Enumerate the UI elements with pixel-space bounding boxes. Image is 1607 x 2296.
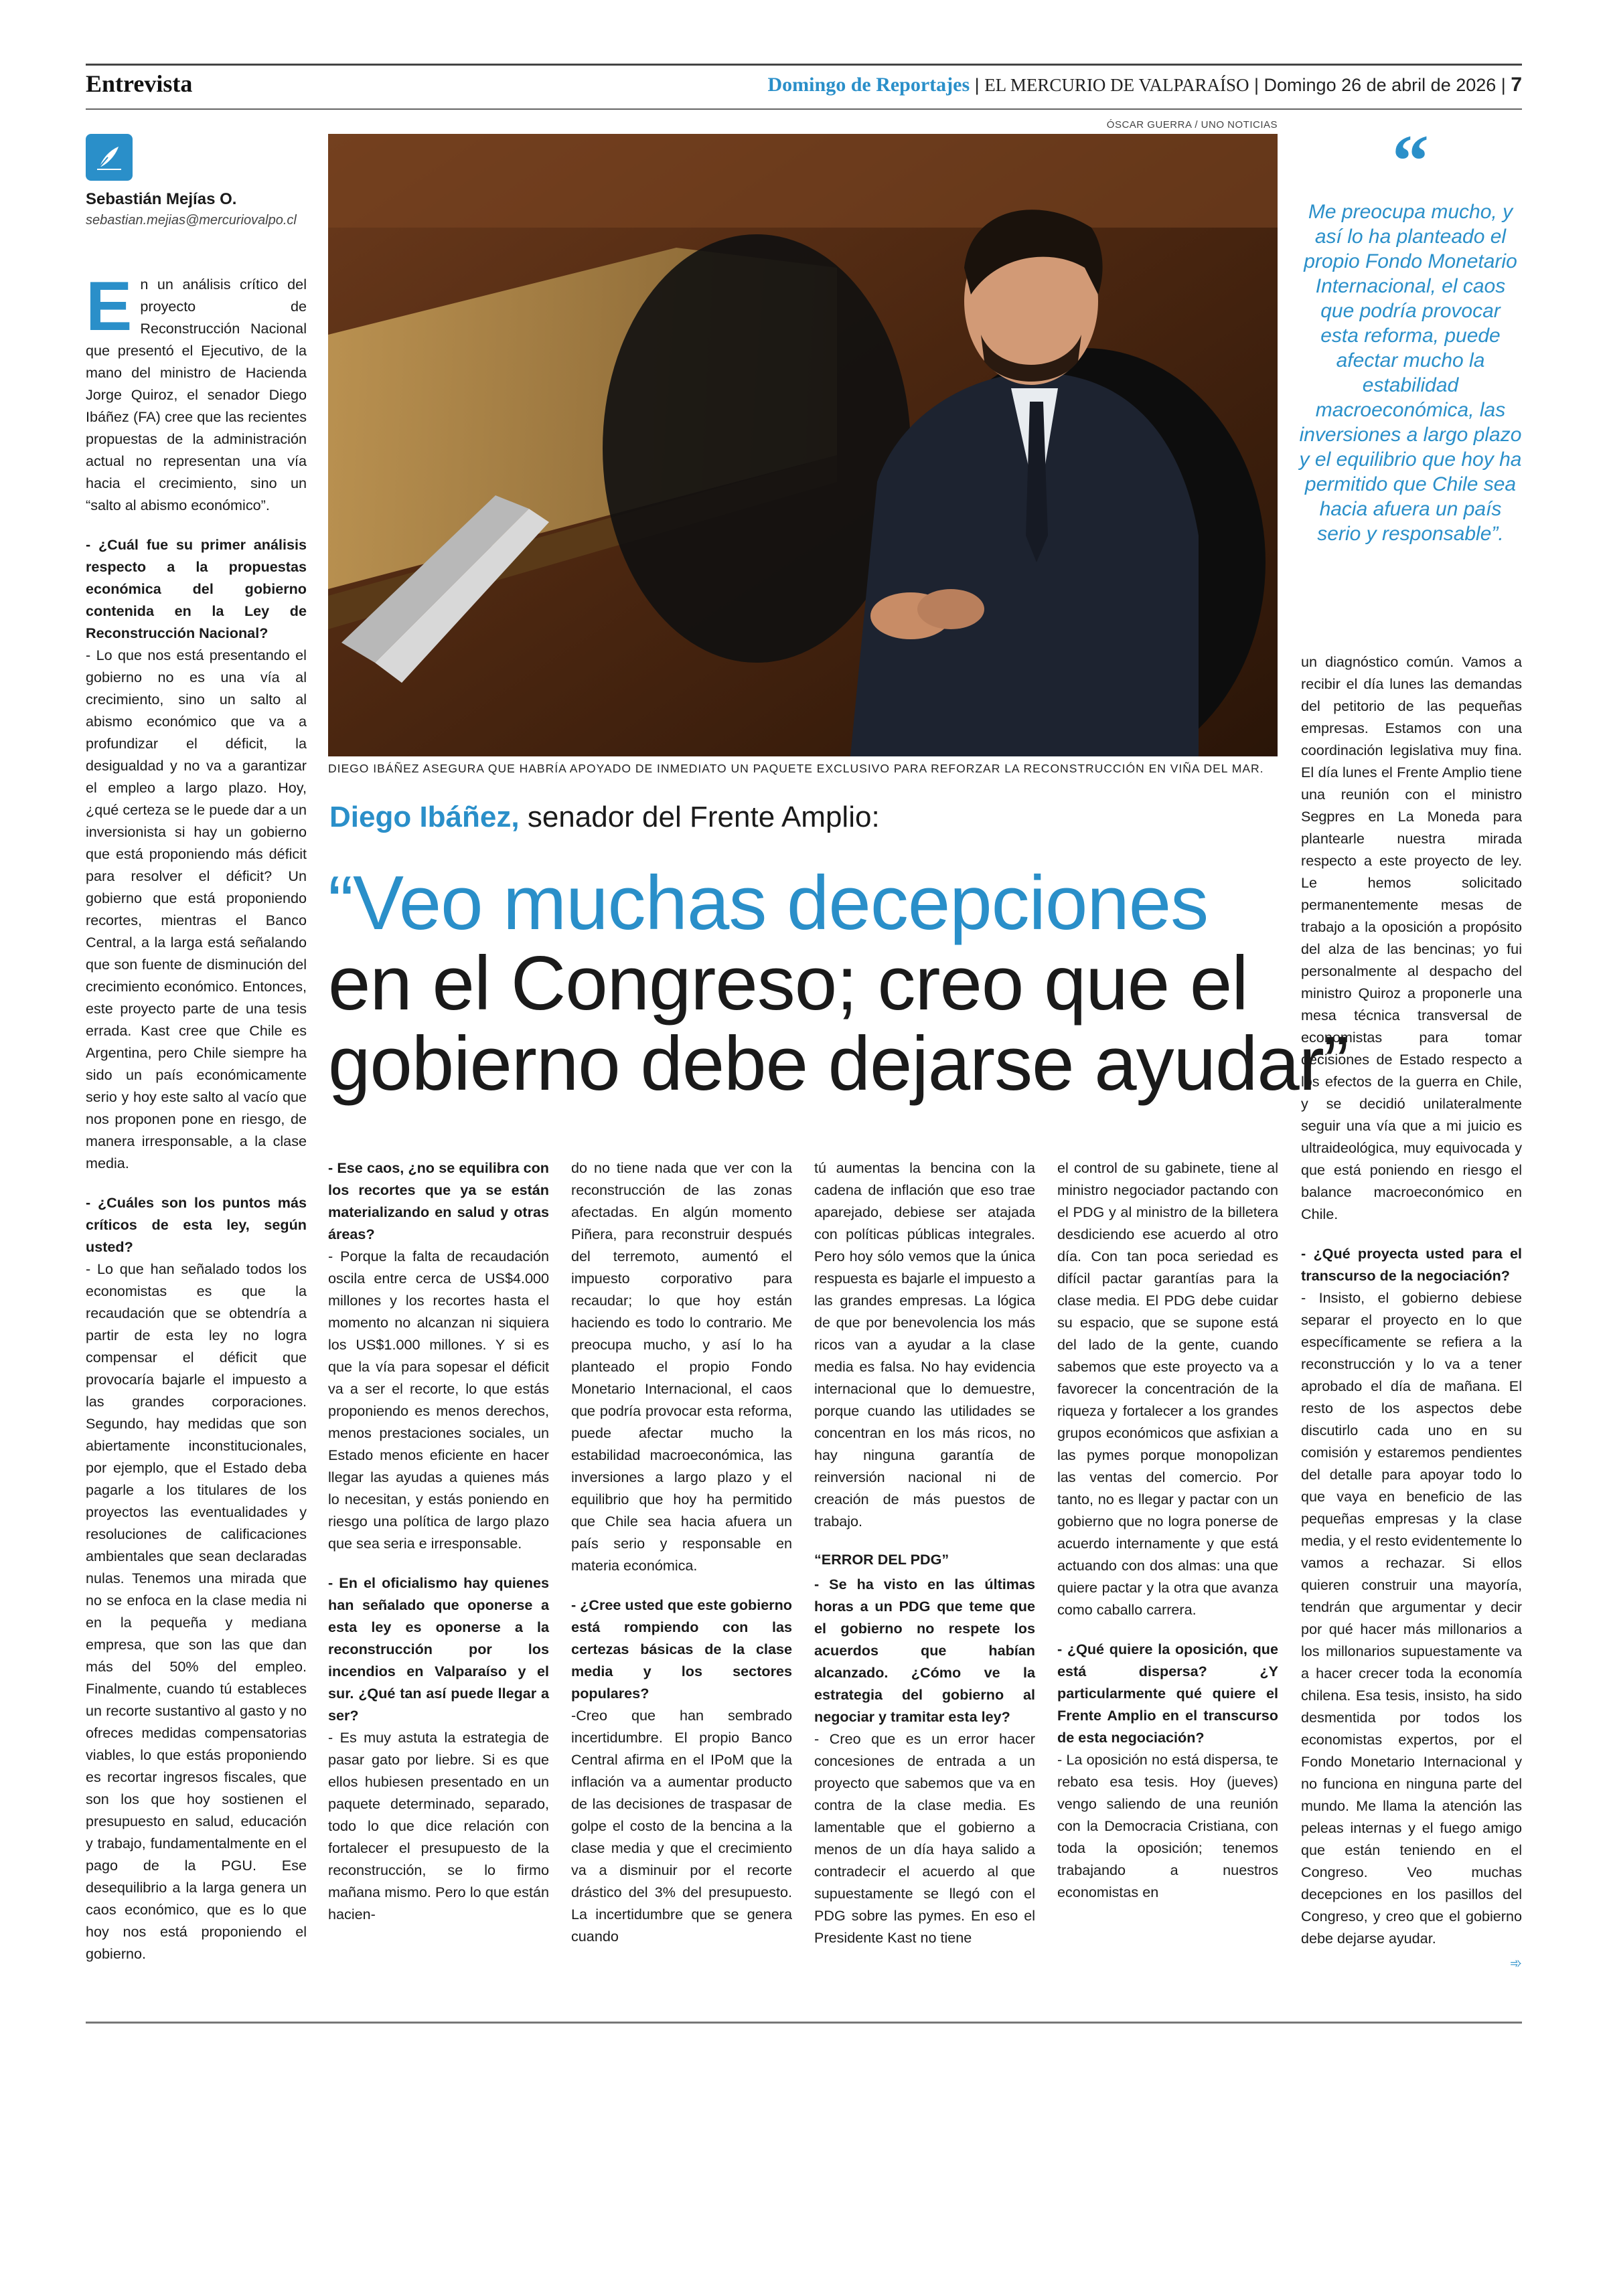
paper-name: EL MERCURIO DE VALPARAÍSO [984,75,1249,95]
author-email: sebastian.mejias@mercuriovalpo.cl [86,213,297,228]
answer: - Insisto, el gobierno debiese separar el proyecto en lo que específicamente se refiera a la reconstrucción y lo va a tener aprobado el día de mañana. El resto de los aspectos debe discutirlo cada uno en su comisión y estaremos pendientes del detalle para apoyar todo lo que vaya en beneficio de las pequeñas empresas y la clase media, y el resto evidentemente lo vamos a rechazar. Si ellos quieren construir una mayoría, tendrán que argumentar y decir por qué hacer más millonarios a los millonarios supuestamente va a hacer crecer toda la economía chilena. Esa tesis, insisto, ha sido desmentida por todos los economistas expertos, por el Fondo Monetario Internacional y no funciona en ninguna parte del mundo. Me llama la atención las peleas internas y el fuego amigo que están teniendo en el Congreso. Veo muchas decepciones en los pasillos del Congreso, y creo que el gobierno debe dejarse ayudar. [1301,1289,1522,1947]
answer: - Lo que nos está presentando el gobierno no es una vía al crecimiento, sino un salto al abismo económico que va a profundizar el déficit, la desigualdad y no va a garantizar el empleo a largo plazo. Hoy, ¿qué certeza se le puede dar a un inversionista si hay un gobierno que está proponiendo más déficit para resolver el déficit? Un gobierno que está proponiendo recortes, mientras el Banco Central, a la larga está señalando que son fuente de disminución del crecimiento económico. Entonces, este proyecto parte de una tesis errada. Kast cree que Chile es Argentina, pero Chile siempre ha sido un país económicamente serio y hoy este salto al vacío que nos proponen pone en riesgo, de manera irresponsable, a la clase media. [86,647,307,1171]
question: - Ese caos, ¿no se equilibra con los recortes que ya se están materializando en salud y otras áreas? [328,1159,549,1242]
answer: - La oposición no está dispersa, te rebato esa tesis. Hoy (jueves) vengo saliendo de una reunión con la Democracia Cristiana, con toda la oposición; tenemos trabajando a nuestros economistas en [1057,1751,1278,1900]
article-column-5 [1057,1157,1278,1903]
question: - ¿Qué quiere la oposición, que está dispersa? ¿Y particularmente qué quiere el Frente Amplio en el transcurso de esta negociación? [1057,1641,1278,1746]
pull-quote-text: Me preocupa mucho, y así lo ha planteado el propio Fondo Monetario Internacional, el caos que podría provocar esta reforma, puede afectar mucho la estabilidad macroeconómica, las inversiones a largo plazo y el equilibrio que hoy ha permitido que Chile sea hacia afuera un país serio y responsable”. [1299,201,1522,545]
photo-credit: ÓSCAR GUERRA / UNO NOTICIAS [1106,119,1278,131]
masthead: Domingo de Reportajes | EL MERCURIO DE VALPARAÍSO | Domingo 26 de abril de 2026 | 7 [767,74,1522,96]
subheading: “ERROR DEL PDG” [814,1551,949,1568]
drop-cap: E [86,268,133,345]
question: - En el oficialismo hay quienes han señalado que oponerse a esta ley es oponerse a la reconstrucción por los incendios en Valparaíso y el sur. ¿Qué tan así puede llegar a ser? [328,1574,549,1724]
question: - ¿Qué proyecta usted para el transcurso de la negociación? [1301,1245,1522,1284]
answer: un diagnóstico común. Vamos a recibir el día lunes las demandas del petitorio de las pequeñas empresas. Estamos con una coordinación legislativa muy fina. El día lunes el Frente Amplio tiene una reunión con el ministro Segpres en La Moneda para plantearle nuestra mirada respecto a este proyecto de ley. Le hemos solicitado permanentemente mesas de trabajo a la oposición a propósito del alza de las bencinas; yo fui personalmente al despacho del ministro Quiroz a proponerle una mesa técnica transversal de economistas para tomar decisiones de Estado respecto a los efectos de la guerra en Chile, y se decidió unilateralmente seguir una vía que a mi juicio es ultraideológica, muy equivocada y que está poniendo en riesgo el balance macroeconómico en Chile. [1301,653,1522,1222]
headline-kicker [329,801,880,834]
answer: - Es muy astuta la estrategia de pasar gato por liebre. Si es que ellos hubiesen presentado en un paquete determinado, separado, todo lo que dice relación con fortalecer el presupuesto de la reconstrucción, se lo firmo mañana mismo. Pero lo que están hacien- [328,1729,549,1922]
question: - ¿Cuáles son los puntos más críticos de esta ley, según usted? [86,1194,307,1255]
issue-date: Domingo 26 de abril de 2026 [1264,75,1497,95]
brand-name: Domingo de Reportajes [767,74,970,96]
article-column-3 [571,1157,792,1947]
author-byline [86,134,307,228]
footer-divider [86,2022,1522,2024]
section-title: Entrevista [86,70,193,97]
headline-line-2: en el Congreso; creo que el [328,941,1248,1026]
article-column-6 [1301,651,1522,1974]
question: - ¿Cuál fue su primer análisis respecto a la propuestas económica del gobierno contenida en la Ley de Reconstrucción Nacional? [86,536,307,641]
article-column-4 [814,1157,1035,1949]
author-name: Sebastián Mejías O. [86,190,237,208]
senator-photo [328,134,1278,756]
page-header [86,64,1522,107]
answer: - Lo que han señalado todos los economistas es que la recaudación que se obtendría a partir de esta ley no logra compensar el déficit que provocaría bajarle el impuesto a las grandes corporaciones. Segundo, hay medidas que son abiertamente inconstitucionales, por ejemplo, que el Estado deba pagarle a los titulares de los proyectos las eventualidades y resoluciones de calificaciones ambientales que sean declaradas nulas. Tenemos una mirada que no se enfoca en la clase media ni en la pequeña y mediana empresa, que son las que dan más del 50% del empleo. Finalmente, cuando tú estableces un recorte sustantivo al gasto y no ofreces medidas compensatorias viables, lo que estás proponiendo es recortar ingresos fiscales, que son los que hoy sostienen el presupuesto en salud, educación y trabajo, fundamentalmente en el pago de la PGU. Ese desequilibrio a la larga genera un caos económico, que es lo que hoy nos está proponiendo el gobierno. [86,1260,307,1962]
photo-caption: DIEGO IBÁÑEZ ASEGURA QUE HABRÍA APOYADO DE INMEDIATO UN PAQUETE EXCLUSIVO PARA REFORZAR LA RECONSTRUCCIÓN EN VIÑA DEL MAR. [328,762,1264,775]
interviewee-role: senador del Frente Amplio: [527,801,880,833]
answer: el control de su gabinete, tiene al ministro negociador pactando con el PDG y al ministro de la billetera desdiciendo ese acuerdo al otro día. Con tan poca seriedad es difícil pactar garantías para la clase media. El PDG debe cuidar su espacio, que se supone está del lado de la gente, cuando sabemos que este proyecto va a favorecer la concentración de la riqueza y fortalecer a los grandes grupos económicos que asfixian a las pymes porque monopolizan las ventas del comercio. Por tanto, no es llegar y pactar con un gobierno que no logra ponerse de acuerdo internamente y que está actuando con dos almas: una que quiere pactar y la otra que avanza como caballo carrera. [1057,1159,1278,1618]
header-divider [86,108,1522,110]
answer: -Creo que han sembrado incertidumbre. El propio Banco Central afirma en el IPoM que la inflación va a aumentar producto de las decisiones de traspasar de golpe el costo de la bencina a la clase media y que el crecimiento va a disminuir por el recorte drástico del 3% del presupuesto. La incertidumbre que se genera cuando [571,1707,792,1945]
headline [328,861,1349,1106]
answer: - Porque la falta de recaudación oscila entre cerca de US$4.000 millones y los recortes hasta el momento no alcanzan ni siquiera los US$1.000 millones. Y si es que la vía para sopesar el déficit va a ser el recorte, lo que estás proponiendo es menos derechos, menos prestaciones sociales, un Estado menos eficiente en hacer llegar las ayudas a quienes más lo necesitan, y estás poniendo en riesgo una política de largo plazo que sea seria e irresponsable. [328,1248,549,1552]
answer: - Creo que es un error hacer concesiones de entrada a un proyecto que sabemos que va en contra de la clase media. Es lamentable que el gobierno a menos de un día haya salido a contradecir el acuerdo al que supuestamente se llegó con el PDG sobre las pymes. En eso el Presidente Kast no tiene [814,1730,1035,1946]
answer: tú aumentas la bencina con la cadena de inflación que eso trae aparejado, debiese ser atajada con políticas públicas integrales. Pero hoy sólo vemos que la única respuesta es bajarle el impuesto a las grandes empresas. La lógica de que por benevolencia los más ricos van a ayudar a la clase media es falsa. No hay evidencia internacional que lo demuestre, porque cuando las utilidades se concentran en los más ricos, no hay ninguna garantía de reinversión nacional ni de creación de más puestos de trabajo. [814,1159,1035,1530]
question: - Se ha visto en las últimas horas a un PDG que teme que el gobierno no respete los acuerdos que habían alcanzado. ¿Cómo ve la estrategia del gobierno al negociar y tramitar esta ley? [814,1576,1035,1725]
end-arrow-icon: ➾ [1509,1955,1522,1971]
interviewee-name: Diego Ibáñez, [329,801,520,833]
article-column-1 [86,268,307,1965]
question: - ¿Cree usted que este gobierno está rompiendo con las certezas básicas de la clase media y los sectores populares? [571,1596,792,1702]
article-column-2 [328,1157,549,1925]
headline-line-1: “Veo muchas decepciones [328,861,1209,946]
headline-line-3: gobierno debe dejarse ayudar” [328,1021,1349,1106]
pen-icon [86,134,133,181]
answer: do no tiene nada que ver con la reconstrucción de las zonas afectadas. En algún momento Piñera, para reconstruir después del terremoto, aumentó el impuesto corporativo para recaudar; lo que hoy están haciendo es todo lo contrario. Me preocupa mucho, y así lo ha planteado el propio Fondo Monetario Internacional, el caos que podría provocar esta reforma, puede afectar mucho la estabilidad macroeconómica, las inversiones a largo plazo y el equilibrio que hoy ha permitido que Chile sea hacia afuera un país serio y responsable en materia económica. [571,1159,792,1574]
page-number: 7 [1511,74,1522,96]
intro-paragraph: n un análisis crítico del proyecto de Reconstrucción Nacional que presentó el Ejecutivo, de la mano del ministro de Hacienda Jorge Quiroz, el senador Diego Ibáñez (FA) cree que las recientes propuestas de la administración actual no representan una vía hacia el crecimiento, sino un “salto al abismo económico”. [86,276,307,513]
pull-quote [1299,120,1522,546]
quote-mark-icon: “ [1392,120,1429,201]
